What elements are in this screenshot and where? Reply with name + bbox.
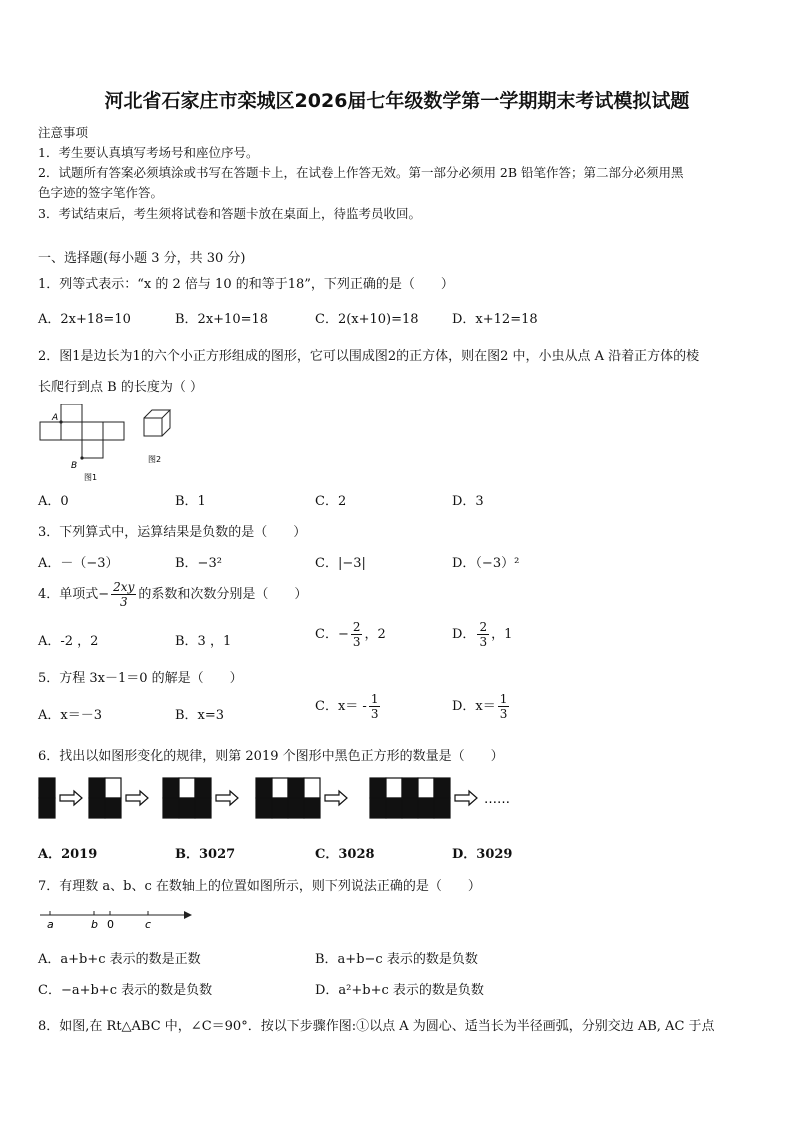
q2-option-b: B．1: [175, 494, 206, 509]
point-b-label: B: [71, 461, 78, 471]
section-heading: 一、选择题(每小题 3 分，共 30 分): [38, 251, 246, 266]
label-b: b: [91, 918, 98, 931]
point-a-dot: [59, 420, 62, 423]
notice-heading: 注意事项: [38, 125, 89, 140]
q6-option-d: D．3029: [452, 847, 513, 862]
q4-option-b: B．3 ，1: [175, 634, 232, 649]
q3-option-a: A．－（−3）: [38, 556, 119, 571]
q3-option-c: C．|−3|: [315, 556, 366, 571]
label-c: c: [145, 918, 152, 931]
notice-item: 色字迹的签字笔作答。: [38, 185, 164, 200]
q7-option-b: B．a+b−c 表示的数是负数: [315, 952, 478, 967]
q1-option-a: A．2x+18=10: [38, 312, 131, 327]
q5-option-b: B．x=3: [175, 708, 225, 723]
q2-option-c: C．2: [315, 494, 347, 509]
cube-front: [144, 418, 162, 436]
question-2-line2: 长爬行到点 B 的长度为（ ）: [38, 380, 203, 395]
q7-number-line: [36, 906, 196, 934]
q6-option-c: C．3028: [315, 847, 375, 862]
q4-suffix: 的系数和次数分别是（ ）: [138, 587, 308, 602]
q5-option-c: C．x＝ - $\frac{1}{3}$: [315, 692, 379, 721]
notice-item: 3．考试结束后，考生须将试卷和答题卡放在桌面上，待监考员收回。: [38, 206, 421, 221]
q2-option-d: D．3: [452, 494, 484, 509]
notice-item: 1．考生要认真填写考场号和座位序号。: [38, 145, 259, 160]
q4-option-d: D． $\frac{2}{3}$ ，1: [452, 620, 513, 649]
notice-item: 2．试题所有答案必须填涂或书写在答题卡上，在试卷上作答无效。第一部分必须用 2B 铅笔作答；第二部分必须用黑: [38, 165, 684, 180]
net-square: [40, 422, 61, 440]
label-zero: 0: [107, 918, 114, 931]
q2-figure: [36, 404, 186, 484]
net-square: [82, 422, 103, 440]
q2-option-a: A．0: [38, 494, 69, 509]
question-7-text: 7．有理数 a、b、c 在数轴上的位置如图所示，则下列说法正确的是（ ）: [38, 879, 481, 894]
q3-option-b: B．−3²: [175, 556, 222, 571]
question-8-text: 8．如图,在 Rt△ABC 中，∠C＝90°．按以下步骤作图:①以点 A 为圆心、适当长为半径画弧，分别交边 AB, AC 于点: [38, 1019, 715, 1034]
net-square: [61, 422, 82, 440]
q3-option-d: D．（−3）²: [452, 556, 520, 571]
q5-option-d: D．x＝ $\frac{1}{3}$: [452, 692, 508, 721]
question-5-text: 5．方程 3x－1＝0 的解是（ ）: [38, 671, 243, 686]
q7-option-a: A．a+b+c 表示的数是正数: [38, 952, 201, 967]
q4-option-c: C．− $\frac{2}{3}$ ，2: [315, 620, 386, 649]
q4-option-a: A．-2 ，2: [38, 634, 99, 649]
q6-option-a: A．2019: [38, 847, 98, 862]
q6-pattern-figure: [36, 776, 536, 822]
q6-ellipsis: ……: [484, 792, 510, 807]
q1-option-c: C．2(x+10)=18: [315, 312, 419, 327]
net-square: [82, 440, 103, 458]
q1-option-b: B．2x+10=18: [175, 312, 269, 327]
net-square: [61, 404, 82, 422]
q1-option-d: D．x+12=18: [452, 312, 538, 327]
label-a: a: [47, 918, 54, 931]
q7-option-d: D．a²+b+c 表示的数是负数: [315, 983, 484, 998]
q7-option-c: C．−a+b+c 表示的数是负数: [38, 983, 213, 998]
net-square: [103, 422, 124, 440]
question-3-text: 3．下列算式中，运算结果是负数的是（ ）: [38, 525, 307, 540]
question-2-line1: 2．图1是边长为1的六个小正方形组成的图形，它可以围成图2的正方体，则在图2 中，小虫从点 A 沿着正方体的棱: [38, 349, 700, 364]
point-b-dot: [80, 456, 83, 459]
question-4-text: [38, 580, 307, 609]
page-title: 河北省石家庄市栾城区2026届七年级数学第一学期期末考试模拟试题: [104, 90, 690, 112]
q4-fraction: $\frac{2xy}{3}$: [113, 580, 135, 609]
q4-prefix: 4．单项式−: [38, 587, 110, 602]
fig1-label: 图1: [84, 473, 98, 482]
cube-top: [144, 410, 170, 418]
q6-option-b: B．3027: [175, 847, 236, 862]
q5-option-a: A．x＝－3: [38, 708, 102, 723]
fig2-label: 图2: [148, 455, 162, 464]
question-1-text: 1．列等式表示：“x 的 2 倍与 10 的和等于18”，下列正确的是（ ）: [38, 277, 454, 292]
point-a-label: A: [52, 413, 59, 423]
question-6-text: 6．找出以如图形变化的规律，则第 2019 个图形中黑色正方形的数量是（ ）: [38, 749, 504, 764]
